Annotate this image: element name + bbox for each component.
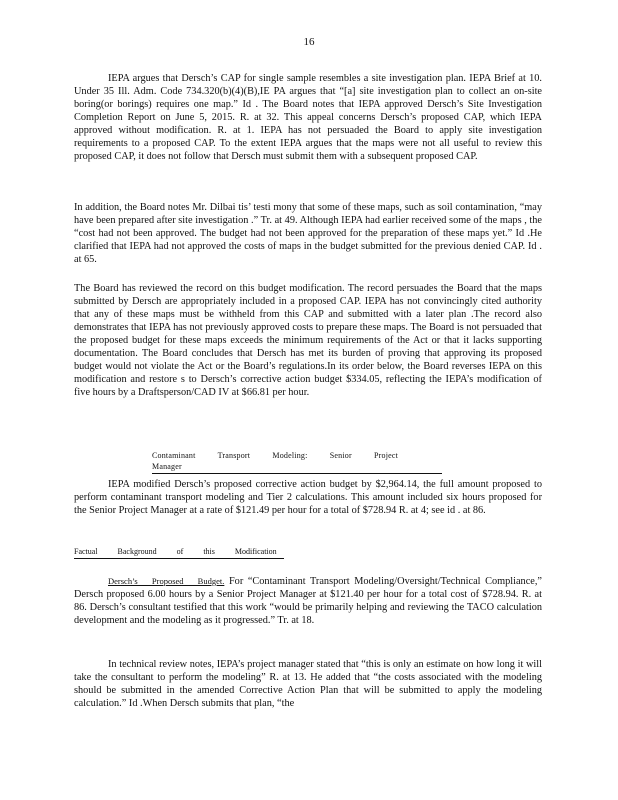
paragraph-board-review: The Board has reviewed the record on this budget modification. The record persuades the Board that the maps submitted by Dersch are appropriately included in a proposed CAP. IEPA has not convincingly cited authority that any of these maps must be withheld from this CAP and submitted with a later plan .The record also demonstrates that IEPA has not previously approved costs to prepare these maps. The Board is not persuaded that the proposed budget for these maps exceeds the minimum requirements of the Act or that it lacks supporting documentation. The Board concludes that Dersch has met its burden of proving that approving its proposed budget would not violate the Act or the Board’s regulations.In its order below, the Board reverses IEPA on this modification and restore s to Dersch’s corrective action budget $334.05, reflecting the IEPA’s modification of five hours by a Draftsperson/CAD IV at $66.81 per hour. [74,283,542,398]
page-number: 16 [303,36,315,48]
paragraph-site-investigation: IEPA argues that Dersch’s CAP for single sample resembles a site investigation plan. IEPA Brief at 10. Under 35 Ill. Adm. Code 734.320(b)(4)(B),IE PA argues that “[a] site investigation plan to collect an on-site boring(or borings) requires one map.” Id . The Board notes that IEPA approved Dersch’s Site Investigation Completion Report on June 5, 2015. R. at 32. This appeal concerns Dersch’s proposed CAP, which IEPA approved without modification. R. at 1. IEPA has not persuaded the Board to apply site investigation requirements to a proposed CAP. To the extent IEPA argues that the maps were not all useful to review this proposed CAP, it does not follow that Dersch must submit them with a subsequent proposed CAP. [74,73,542,162]
budget-label: Dersch’s Proposed Budget. [108,576,225,586]
subheading-factual-background: Factual Background of this Modification [74,546,284,559]
budget-text: For “Contaminant Transport Modeling/Oversight/Technical Compliance,” Dersch proposed 6.00 hours by a Senior Project Manager at $121.40 per hour for a total cost of $728.94. R. at 86. Dersch’s consultant testified that this work “would be primarily helping and reviewing the TACO calculation development and the modeling as it progressed.” Tr. at 18. [74,576,542,626]
paragraph-proposed-budget [74,575,542,627]
paragraph-iepa-modification: IEPA modified Dersch’s proposed corrective action budget by $2,964.14, the full amount proposed to perform contaminant transport modeling and Tier 2 calculations. This amount included six hours proposed for the Senior Project Manager at a rate of $121.49 per hour for a total of $728.94 R. at 4; see id . at 86. [74,479,542,516]
paragraph-technical-review: In technical review notes, IEPA’s project manager stated that “this is only an estimate on how long it will take the consultant to perform the modeling” R. at 13. He added that “the costs associated with the modeling should be submitted in the amended Corrective Action Plan that will be submitted to apply the modeling calculation.” Id .When Dersch submits that plan, “the [74,659,542,709]
paragraph-testimony: In addition, the Board notes Mr. Dilbai tis’ testi mony that some of these maps, such as soil contamination, “may have been prepared after site investigation .” Tr. at 49. Although IEPA had earlier received some of the maps , the “cost had not been approved. The budget had not been approved for the preparation of these maps yet.” Id .He clarified that IEPA had not approved the costs of maps in the budget submitted for the previous denied CAP. Id . at 65. [74,202,542,265]
section-heading-contaminant-transport: Contaminant Transport Modeling: Senior Project Manager [152,450,442,474]
